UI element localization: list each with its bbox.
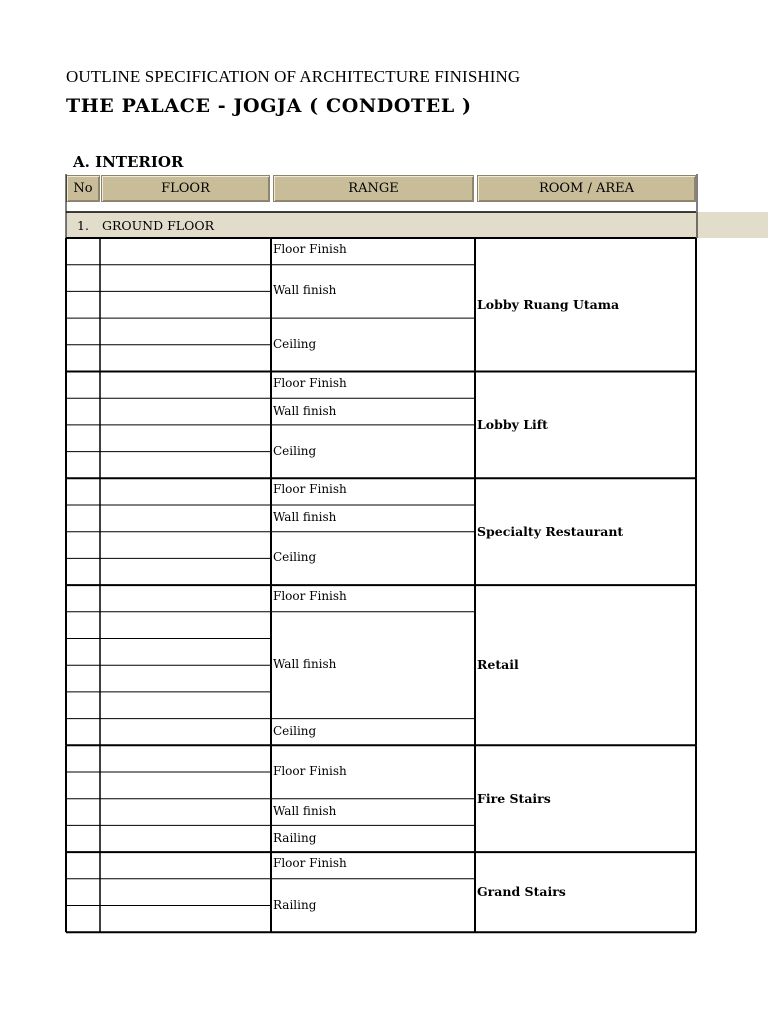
- range-item-label: Railing: [273, 830, 317, 845]
- project-title: THE PALACE - JOGJA ( CONDOTEL ): [66, 95, 472, 117]
- room-name: Specialty Restaurant: [477, 523, 624, 539]
- column-header-no: No: [66, 175, 100, 202]
- group-number: 1.: [77, 217, 89, 233]
- column-header-room: ROOM / AREA: [477, 175, 696, 202]
- room-name: Lobby Ruang Utama: [477, 296, 620, 312]
- range-item-label: Ceiling: [273, 443, 317, 458]
- column-header-range: RANGE: [273, 175, 474, 202]
- range-item-label: Railing: [273, 897, 317, 912]
- range-item-label: Floor Finish: [273, 856, 347, 871]
- range-item-label: Floor Finish: [273, 242, 347, 256]
- room-name: Lobby Lift: [477, 416, 548, 432]
- room-name: Fire Stairs: [477, 790, 551, 806]
- range-item-label: Wall finish: [273, 804, 337, 819]
- range-item-label: Ceiling: [273, 336, 317, 351]
- room-name: Retail: [477, 657, 519, 673]
- range-item-label: Wall finish: [273, 403, 337, 418]
- range-item-label: Wall finish: [273, 657, 337, 672]
- range-item-label: Wall finish: [273, 510, 337, 525]
- range-item-label: Ceiling: [273, 723, 317, 738]
- column-header-floor: FLOOR: [101, 175, 270, 202]
- group-name: GROUND FLOOR: [102, 217, 214, 233]
- range-item-label: Wall finish: [273, 283, 337, 298]
- range-item-label: Floor Finish: [273, 589, 347, 604]
- section-heading: A. INTERIOR: [73, 153, 184, 171]
- range-item-label: Floor Finish: [273, 375, 347, 390]
- room-name: Grand Stairs: [477, 884, 566, 900]
- range-item-label: Floor Finish: [273, 764, 347, 778]
- range-item-label: Ceiling: [273, 550, 317, 565]
- document-title: OUTLINE SPECIFICATION OF ARCHITECTURE FINISHING: [66, 67, 521, 86]
- range-item-label: Floor Finish: [273, 482, 347, 497]
